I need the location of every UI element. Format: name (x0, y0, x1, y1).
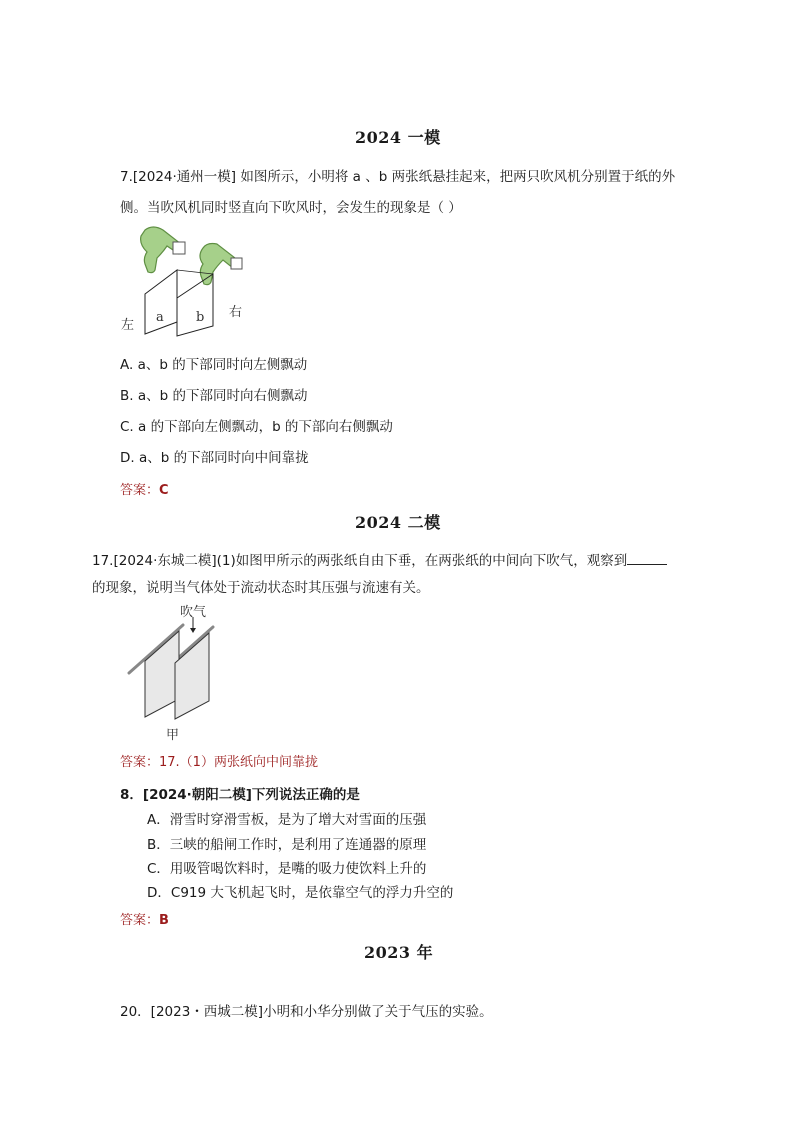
figure-label-right: 右 (229, 305, 243, 320)
q7-answer-value: C (159, 483, 169, 498)
q7-line1: 7.[2024·通州一模] 如图所示，小明将 a 、b 两张纸悬挂起来，把两只吹风机分别置于纸的外 (120, 169, 676, 185)
q17-line1 (92, 549, 667, 569)
figure-label-jia: 甲 (166, 728, 180, 743)
section-heading-2023: 2023 年 (364, 943, 434, 962)
q8-answer (120, 909, 169, 928)
q7-line2: 侧。当吹风机同时竖直向下吹风时，会发生的现象是（ ） (120, 200, 462, 216)
section-heading-2024-mock2: 2024 二模 (355, 513, 441, 532)
figure-label-blow-air: 吹气 (180, 605, 207, 620)
q20-stem: 20．[2023・西城二模]小明和小华分别做了关于气压的实验。 (120, 1004, 493, 1020)
q8-answer-value: B (159, 913, 169, 928)
q7-option-d: D. a、b 的下部同时向中间靠拢 (120, 450, 309, 466)
q8-stem: 8．[2024·朝阳二模]下列说法正确的是 (120, 787, 360, 803)
section-heading-2024-mock1: 2024 一模 (355, 128, 441, 147)
q8-answer-label: 答案： (120, 913, 160, 928)
q17-answer-blank (627, 552, 667, 565)
q7-figure-hair-dryers-papers (115, 222, 265, 337)
q17-line2: 的现象，说明当气体处于流动状态时其压强与流速有关。 (92, 580, 430, 596)
q7-answer (120, 479, 169, 498)
q8-option-d: D．C919 大飞机起飞时，是依靠空气的浮力升空的 (147, 885, 454, 901)
q8-option-b: B．三峡的船闸工作时，是利用了连通器的原理 (147, 837, 427, 853)
q8-option-a: A．滑雪时穿滑雪板，是为了增大对雪面的压强 (147, 812, 427, 828)
q17-line1-text: 17.[2024·东城二模](1)如图甲所示的两张纸自由下垂，在两张纸的中间向下吹气，观察到 (92, 553, 628, 569)
left-hair-dryer-icon (141, 227, 185, 273)
q17-answer: 答案：17.（1）两张纸向中间靠拢 (120, 755, 318, 770)
q17-figure-two-papers (125, 617, 225, 722)
q7-option-b: B. a、b 的下部同时向右侧飘动 (120, 388, 308, 404)
q7-option-a: A. a、b 的下部同时向左侧飘动 (120, 357, 308, 373)
figure-label-left: 左 (121, 318, 135, 333)
q7-option-c: C. a 的下部向左侧飘动，b 的下部向右侧飘动 (120, 419, 393, 435)
figure-label-b: b (196, 310, 205, 325)
q7-answer-label: 答案： (120, 483, 160, 498)
q8-option-c: C．用吸管喝饮料时，是嘴的吸力使饮料上升的 (147, 861, 427, 877)
figure-label-a: a (156, 310, 164, 325)
